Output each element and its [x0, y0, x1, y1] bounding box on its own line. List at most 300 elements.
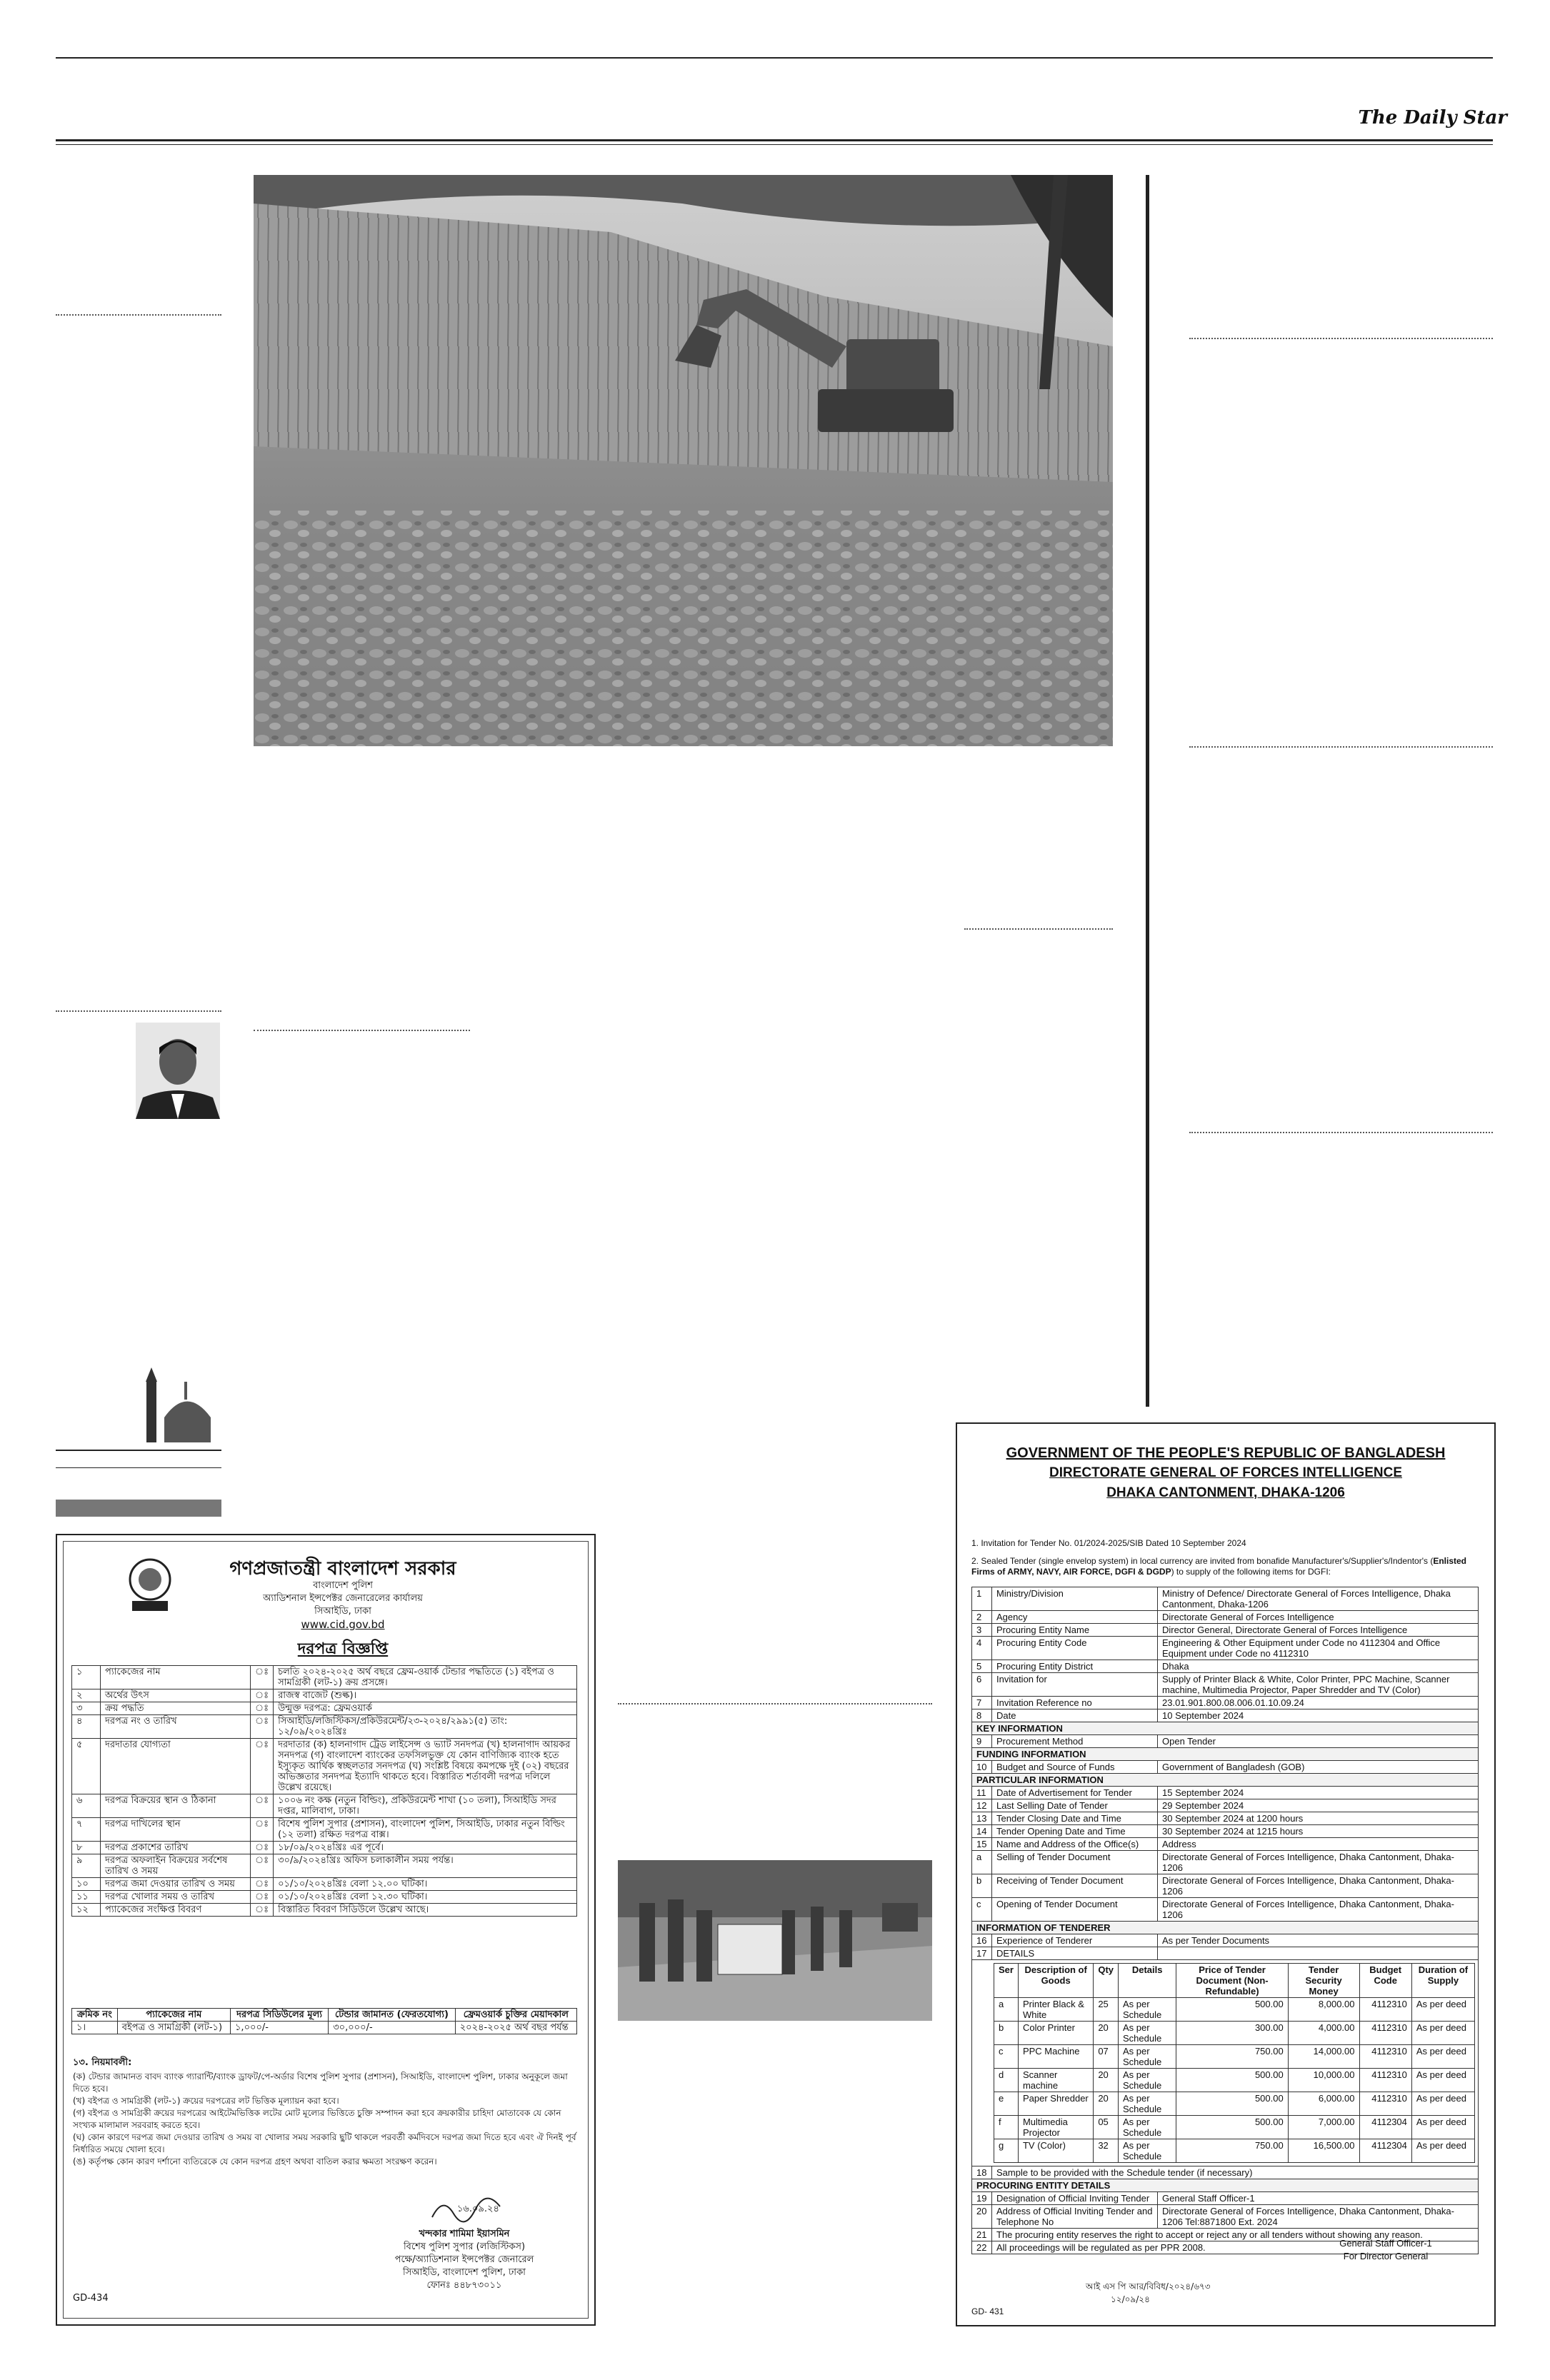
- table-row: [972, 1761, 1479, 1774]
- cid-package-table: [71, 2008, 577, 2034]
- goods-cell: Scanner machine: [1018, 2069, 1093, 2092]
- left-col-divider: [56, 1010, 221, 1012]
- goods-cell: e: [994, 2092, 1019, 2116]
- row-label: দরপত্র বিক্রয়ের স্থান ও ঠিকানা: [101, 1794, 251, 1818]
- goods-cell: 4,000.00: [1288, 2022, 1359, 2045]
- goods-cell: 8,000.00: [1288, 1998, 1359, 2022]
- row-label: Budget and Source of Funds: [992, 1761, 1158, 1774]
- goods-row: [994, 2069, 1475, 2092]
- cid-rules-heading: ১৩. নিয়মাবলী:: [73, 2057, 132, 2068]
- row-label: Selling of Tender Document: [992, 1851, 1158, 1874]
- row-label: All proceedings will be regulated as per PPR 2008.: [992, 2241, 1479, 2254]
- goods-cell: As per Schedule: [1119, 2045, 1176, 2069]
- table-row: [972, 1799, 1479, 1812]
- row-separator: ঃ: [251, 1891, 274, 1904]
- row-number: 12: [972, 1799, 992, 1812]
- package-column-header: দরপত্র সিডিউলের মূল্য: [231, 2009, 329, 2022]
- goods-cell: As per Schedule: [1119, 1998, 1176, 2022]
- row-separator: ঃ: [251, 1702, 274, 1715]
- row-label: Receiving of Tender Document: [992, 1874, 1158, 1898]
- row-number: ১১: [72, 1891, 101, 1904]
- rule-item: (ঙ) কর্তৃপক্ষ কোন কারণ দর্শানো ব্যতিরেকে যে কোন দরপত্র গ্রহণ অথবা বাতিল করার ক্ষমতা সংরক্ষণ করেন।: [73, 2156, 437, 2166]
- dgfi-title-2: DIRECTORATE GENERAL OF FORCES INTELLIGENCE: [1049, 1465, 1403, 1480]
- row-number: 3: [972, 1624, 992, 1637]
- goods-row: [994, 2139, 1475, 2163]
- row-label: দরপত্র খোলার সময় ও তারিখ: [101, 1891, 251, 1904]
- row-value: Dhaka: [1158, 1660, 1479, 1673]
- bangladesh-police-emblem: [125, 1557, 175, 1612]
- goods-column-header: Duration of Supply: [1411, 1964, 1474, 1998]
- goods-column-header: Qty: [1094, 1964, 1119, 1998]
- row-label: Address of Official Inviting Tender and Telephone No: [992, 2205, 1158, 2229]
- goods-cell: As per deed: [1411, 2069, 1474, 2092]
- row-separator: ঃ: [251, 1715, 274, 1739]
- dgfi-tender-notice: [956, 1422, 1496, 2326]
- row-label: Tender Opening Date and Time: [992, 1825, 1158, 1838]
- row-separator: ঃ: [251, 1904, 274, 1917]
- row-value: ৩০/৯/২০২৪খ্রিঃ অফিস চলাকালীন সময় পর্যন্ত।: [274, 1854, 577, 1878]
- goods-column-header: Tender Security Money: [1288, 1964, 1359, 1998]
- row-value: রাজস্ব বাজেট (শুল্ক)।: [274, 1689, 577, 1702]
- table-row: [972, 1947, 1479, 1960]
- row-value: 23.01.901.800.08.006.01.10.09.24: [1158, 1697, 1479, 1709]
- goods-row: [994, 1998, 1475, 2022]
- row-number: ৫: [72, 1739, 101, 1794]
- row-value: Directorate General of Forces Intelligence, Dhaka Cantonment, Dhaka-1206: [1158, 1851, 1479, 1874]
- row-number: b: [972, 1874, 992, 1898]
- section-label-bar: [56, 1500, 221, 1517]
- goods-cell: 20: [1094, 2069, 1119, 2092]
- row-number: 18: [972, 2166, 992, 2179]
- goods-cell: 16,500.00: [1288, 2139, 1359, 2163]
- table-row: [972, 1934, 1479, 1947]
- goods-cell: As per deed: [1411, 1998, 1474, 2022]
- table-row: [972, 1787, 1479, 1799]
- row-number: 6: [972, 1673, 992, 1697]
- table-row: [972, 1851, 1479, 1874]
- goods-cell: b: [994, 2022, 1019, 2045]
- table-row: [972, 1922, 1479, 1934]
- cid-notice-heading: দরপত্র বিজ্ঞপ্তি: [297, 1640, 389, 1658]
- goods-row: [994, 2045, 1475, 2069]
- table-row: [72, 1702, 577, 1715]
- goods-row: [994, 2092, 1475, 2116]
- table-row: [972, 1673, 1479, 1697]
- goods-cell: As per Schedule: [1119, 2092, 1176, 2116]
- rule-item: (ক) টেন্ডার জামানত বাবদ ব্যাংক গ্যারান্টি/ব্যাংক ড্রাফট/পে-অর্ডার বিশেষ পুলিশ সুপার (প্রশাসন), সিআইডি, বাংলাদেশ পুলিশ, ঢাকার অনুকূলে জমা দিতে হবে।: [73, 2072, 568, 2094]
- table-row: [972, 1709, 1479, 1722]
- goods-cell: As per deed: [1411, 2139, 1474, 2163]
- dgfi-para-1: 1. Invitation for Tender No. 01/2024-2025/SIB Dated 10 September 2024: [971, 1538, 1246, 1548]
- goods-row: [994, 2116, 1475, 2139]
- goods-cell: Printer Black & White: [1018, 1998, 1093, 2022]
- goods-cell: 6,000.00: [1288, 2092, 1359, 2116]
- package-column-header: টেন্ডার জামানত (ফেরতযোগ্য): [329, 2009, 456, 2022]
- row-label: প্যাকেজের নাম: [101, 1666, 251, 1689]
- row-label: Date: [992, 1709, 1158, 1722]
- goods-cell: 4112310: [1359, 2069, 1411, 2092]
- row-number: ৬: [72, 1794, 101, 1818]
- dgfi-para-2a: 2. Sealed Tender (single envelop system) in local currency are invited from bonafide Manufacturer's/Supplier's/Indentor's (: [971, 1556, 1434, 1566]
- hill-cutting-excavator-photo: [254, 175, 1113, 746]
- goods-cell: g: [994, 2139, 1019, 2163]
- cid-signer-title: বিশেষ পুলিশ সুপার (লজিস্টিকস): [403, 2241, 526, 2252]
- table-row: [972, 1611, 1479, 1624]
- row-value: Supply of Printer Black & White, Color Printer, PPC Machine, Scanner machine, Multimedia Projector, Paper Shredder and TV (Color): [1158, 1673, 1479, 1697]
- row-number: 4: [972, 1637, 992, 1660]
- dgfi-ispr-date: ১২/০৯/২৪: [1111, 2294, 1150, 2304]
- section-header: PROCURING ENTITY DETAILS: [972, 2179, 1479, 2192]
- row-separator: ঃ: [251, 1842, 274, 1854]
- package-cell: বইপত্র ও সামগ্রিকী (লট-১): [117, 2022, 230, 2034]
- row-number: 13: [972, 1812, 992, 1825]
- row-value: চলতি ২০২৪-২০২৫ অর্থ বছরে ফ্রেম-ওয়ার্ক টেন্ডার পদ্ধতিতে (১) বইপত্র ও সামগ্রিকী (লট-১) ক্রয় প্রসঙ্গে।: [274, 1666, 577, 1689]
- goods-column-header: Budget Code: [1359, 1964, 1411, 1998]
- cid-signer-phone: ফোনঃ ৪৪৮৭৩০১১: [426, 2280, 502, 2291]
- goods-cell: 500.00: [1176, 2116, 1288, 2139]
- row-value: Address: [1158, 1838, 1479, 1851]
- goods-cell: As per Schedule: [1119, 2069, 1176, 2092]
- row-value: Directorate General of Forces Intelligence, Dhaka Cantonment, Dhaka-1206: [1158, 1898, 1479, 1922]
- row-separator: ঃ: [251, 1794, 274, 1818]
- row-number: 22: [972, 2241, 992, 2254]
- mosque-icon: [143, 1367, 218, 1446]
- row-number: ৭: [72, 1818, 101, 1842]
- table-row: [972, 1587, 1479, 1611]
- row-value: 29 September 2024: [1158, 1799, 1479, 1812]
- table-row: [972, 1874, 1479, 1898]
- mid-col-divider: [618, 1703, 932, 1704]
- goods-cell: 750.00: [1176, 2139, 1288, 2163]
- row-number: 19: [972, 2192, 992, 2205]
- row-value: ১০০৬ নং কক্ষ (নতুন বিল্ডিং), প্রকিউরমেন্ট শাখা (১০ তলা), সিআইডি সদর দপ্তর, মালিবাগ, ঢাকা।: [274, 1794, 577, 1818]
- row-value: As per Tender Documents: [1158, 1934, 1479, 1947]
- row-label: Designation of Official Inviting Tender: [992, 2192, 1158, 2205]
- row-number: 15: [972, 1838, 992, 1851]
- table-row: [972, 2205, 1479, 2229]
- goods-cell: 4112304: [1359, 2116, 1411, 2139]
- table-row: [972, 1774, 1479, 1787]
- row-label: Procuring Entity Name: [992, 1624, 1158, 1637]
- row-number: 10: [972, 1761, 992, 1774]
- row-separator: ঃ: [251, 1818, 274, 1842]
- goods-cell: TV (Color): [1018, 2139, 1093, 2163]
- row-value: 30 September 2024 at 1200 hours: [1158, 1812, 1479, 1825]
- goods-cell: As per deed: [1411, 2022, 1474, 2045]
- row-value: 15 September 2024: [1158, 1787, 1479, 1799]
- goods-cell: 7,000.00: [1288, 2116, 1359, 2139]
- row-value: Ministry of Defence/ Directorate General of Forces Intelligence, Dhaka Cantonment, Dhaka-1206: [1158, 1587, 1479, 1611]
- table-row: [72, 1689, 577, 1702]
- row-value: ০১/১০/২০২৪খ্রিঃ বেলা ১২.০০ ঘটিকা।: [274, 1878, 577, 1891]
- table-row: [972, 1812, 1479, 1825]
- row-label: Sample to be provided with the Schedule tender (if necessary): [992, 2166, 1479, 2179]
- dgfi-para-2b: Enlisted Firms of ARMY, NAVY, AIR FORCE, DGFI & DGDP: [971, 1556, 1466, 1577]
- row-label: DETAILS: [992, 1947, 1158, 1960]
- goods-cell: 4112310: [1359, 2045, 1411, 2069]
- row-number: ৩: [72, 1702, 101, 1715]
- goods-cell: a: [994, 1998, 1019, 2022]
- row-value: Directorate General of Forces Intelligence, Dhaka Cantonment, Dhaka-1206: [1158, 1874, 1479, 1898]
- row-value: ০১/১০/২০২৪খ্রিঃ বেলা ১২.৩০ ঘটিকা।: [274, 1891, 577, 1904]
- row-value: [1158, 1947, 1479, 1960]
- header-rule-thin: [56, 144, 1493, 145]
- row-value: ১৮/০৯/২০২৪খ্রিঃ এর পূর্বে।: [274, 1842, 577, 1854]
- goods-cell: As per Schedule: [1119, 2139, 1176, 2163]
- row-label: প্যাকেজের সংক্ষিপ্ত বিবরণ: [101, 1904, 251, 1917]
- table-row: [972, 1735, 1479, 1748]
- row-value: দরদাতার (ক) হালনাগাদ ট্রেড লাইসেন্স ও ভ্যাট সনদপত্র (খ) হালনাগাদ আয়কর সনদপত্র (গ) বাংলাদেশ ব্যাংকের তফসিলভুক্ত যে কোন বাণিজ্যিক ব্যাংক হতে ইস্যুকৃত আর্থিক স্বচ্ছলতার সনদপত্র (ঘ) সংশ্লিষ্ট বিষয়ে কমপক্ষে দুই (০২) বছরের অভিজ্ঞতার সনদপত্র ইত্যাদি থাকতে হবে। বিস্তারিত শর্তাবলী দরপত্র দলিলে উল্লেখ রয়েছে।: [274, 1739, 577, 1794]
- row-value: বিস্তারিত বিবরণ সিডিউলে উল্লেখ আছে।: [274, 1904, 577, 1917]
- row-number: ২: [72, 1689, 101, 1702]
- row-label: দরপত্র নং ও তারিখ: [101, 1715, 251, 1739]
- items-cell: [972, 1960, 1479, 2166]
- goods-cell: 07: [1094, 2045, 1119, 2069]
- goods-row: [994, 2022, 1475, 2045]
- table-row: [972, 2166, 1479, 2179]
- cid-line2: অ্যাডিশনাল ইন্সপেক্টর জেনারেলের কার্যালয়: [263, 1593, 423, 1604]
- table-row: [972, 1697, 1479, 1709]
- package-cell: ১,০০০/-: [231, 2022, 329, 2034]
- table-row: [972, 1898, 1479, 1922]
- dgfi-title-3: DHAKA CANTONMENT, DHAKA-1206: [1106, 1485, 1345, 1500]
- goods-cell: 4112304: [1359, 2139, 1411, 2163]
- left-col-divider: [56, 314, 221, 316]
- goods-cell: Color Printer: [1018, 2022, 1093, 2045]
- row-label: Procuring Entity Code: [992, 1637, 1158, 1660]
- row-label: Name and Address of the Office(s): [992, 1838, 1158, 1851]
- cid-signer-name: খন্দকার শামিমা ইয়াসমিন: [419, 2229, 510, 2239]
- cid-website: www.cid.gov.bd: [301, 1618, 385, 1631]
- top-rule: [56, 57, 1493, 59]
- row-number: ৯: [72, 1854, 101, 1878]
- goods-cell: 500.00: [1176, 2092, 1288, 2116]
- goods-cell: c: [994, 2045, 1019, 2069]
- table-row: [72, 1842, 577, 1854]
- table-row: [72, 1739, 577, 1794]
- goods-cell: Multimedia Projector: [1018, 2116, 1093, 2139]
- section-rule-thin: [56, 1467, 221, 1468]
- row-label: Ministry/Division: [992, 1587, 1158, 1611]
- row-label: দরপত্র জমা দেওয়ার তারিখ ও সময়: [101, 1878, 251, 1891]
- rule-item: (ঘ) কোন কারণে দরপত্র জমা দেওয়ার তারিখ ও সময় বা খোলার সময় সরকারি ছুটি থাকলে পরবর্তী কর্মদিবসে দরপত্র জমা দিতে হবে এবং ঐ দিনই পূর্ব নির্ধারিত সময়ে খোলা হবে।: [73, 2132, 576, 2154]
- dgfi-signoff-1: General Staff Officer-1: [1339, 2238, 1432, 2249]
- package-column-header: ফ্রেমওয়ার্ক চুক্তির মেয়াদকাল: [455, 2009, 576, 2022]
- table-row: [972, 1825, 1479, 1838]
- row-label: দরপত্র দাখিলের স্থান: [101, 1818, 251, 1842]
- table-row: [72, 1878, 577, 1891]
- row-number: 7: [972, 1697, 992, 1709]
- goods-cell: Paper Shredder: [1018, 2092, 1093, 2116]
- goods-cell: As per Schedule: [1119, 2116, 1176, 2139]
- goods-cell: 32: [1094, 2139, 1119, 2163]
- row-value: Government of Bangladesh (GOB): [1158, 1761, 1479, 1774]
- section-header: KEY INFORMATION: [972, 1722, 1479, 1735]
- row-number: 16: [972, 1934, 992, 1947]
- cid-line3: সিআইডি, ঢাকা: [314, 1606, 371, 1617]
- row-label: Date of Advertisement for Tender: [992, 1787, 1158, 1799]
- dgfi-signoff-2: For Director General: [1343, 2251, 1429, 2261]
- row-number: 21: [972, 2229, 992, 2241]
- goods-table: [994, 1963, 1475, 2163]
- package-cell: ১।: [72, 2022, 118, 2034]
- goods-cell: As per Schedule: [1119, 2022, 1176, 2045]
- row-separator: ঃ: [251, 1666, 274, 1689]
- cid-rules-list: [73, 2071, 579, 2168]
- dgfi-ispr-ref: আই এস পি আর/বিবিধ/২০২৪/৬৭৩: [1086, 2281, 1211, 2291]
- row-separator: ঃ: [251, 1878, 274, 1891]
- goods-cell: d: [994, 2069, 1019, 2092]
- table-row: [72, 1666, 577, 1689]
- row-value: Directorate General of Forces Intelligence: [1158, 1611, 1479, 1624]
- masthead-logo: The Daily Star: [1358, 107, 1507, 129]
- goods-column-header: Details: [1119, 1964, 1176, 1998]
- goods-cell: 4112310: [1359, 2022, 1411, 2045]
- row-label: Procuring Entity District: [992, 1660, 1158, 1673]
- goods-cell: 20: [1094, 2092, 1119, 2116]
- row-label: দরপত্র প্রকাশের তারিখ: [101, 1842, 251, 1854]
- goods-cell: 4112310: [1359, 2092, 1411, 2116]
- goods-cell: 4112310: [1359, 1998, 1411, 2022]
- goods-cell: PPC Machine: [1018, 2045, 1093, 2069]
- goods-cell: 750.00: [1176, 2045, 1288, 2069]
- row-value: Engineering & Other Equipment under Code no 4112304 and Office Equipment under Code no 4112310: [1158, 1637, 1479, 1660]
- row-value: বিশেষ পুলিশ সুপার (প্রশাসন), বাংলাদেশ পুলিশ, সিআইডি, ঢাকার নতুন বিল্ডিং (১২ তলা) রক্ষিত দরপত্র বাক্স।: [274, 1818, 577, 1842]
- row-number: 20: [972, 2205, 992, 2229]
- table-row: [972, 2179, 1479, 2192]
- row-number: ১: [72, 1666, 101, 1689]
- cid-line1: বাংলাদেশ পুলিশ: [313, 1580, 373, 1591]
- row-number: 8: [972, 1709, 992, 1722]
- row-label: Experience of Tenderer: [992, 1934, 1158, 1947]
- rule-item: (খ) বইপত্র ও সামগ্রিকী (লট-১) ক্রয়ের দরপত্রের লট ভিত্তিক মূল্যায়ন করা হবে।: [73, 2096, 339, 2106]
- dgfi-title-1: GOVERNMENT OF THE PEOPLE'S REPUBLIC OF BANGLADESH: [1006, 1445, 1446, 1461]
- goods-column-header: Price of Tender Document (Non-Refundable): [1176, 1964, 1288, 1998]
- right-col-divider: [1189, 1132, 1493, 1133]
- table-row: [972, 1748, 1479, 1761]
- table-row: [972, 1838, 1479, 1851]
- row-separator: ঃ: [251, 1739, 274, 1794]
- dgfi-info-table: [971, 1587, 1479, 2254]
- goods-cell: 10,000.00: [1288, 2069, 1359, 2092]
- cid-ref-code: GD-434: [73, 2293, 109, 2304]
- table-row: [72, 1904, 577, 1917]
- human-chain-protest-photo: [618, 1860, 932, 2021]
- column-divider: [1146, 175, 1149, 1407]
- goods-cell: 05: [1094, 2116, 1119, 2139]
- goods-cell: 500.00: [1176, 2069, 1288, 2092]
- row-value: 10 September 2024: [1158, 1709, 1479, 1722]
- mid-divider: [254, 1030, 470, 1031]
- table-row: [972, 1660, 1479, 1673]
- section-header: INFORMATION OF TENDERER: [972, 1922, 1479, 1934]
- row-number: 14: [972, 1825, 992, 1838]
- row-label: Invitation Reference no: [992, 1697, 1158, 1709]
- row-label: Opening of Tender Document: [992, 1898, 1158, 1922]
- goods-cell: f: [994, 2116, 1019, 2139]
- goods-cell: As per deed: [1411, 2045, 1474, 2069]
- right-col-divider: [1189, 746, 1493, 748]
- mid-divider: [964, 928, 1113, 930]
- row-label: Tender Closing Date and Time: [992, 1812, 1158, 1825]
- package-cell: ২০২৪-২০২৫ অর্থ বছর পর্যন্ত: [455, 2022, 576, 2034]
- dgfi-para-2: [971, 1556, 1479, 1577]
- row-label: Invitation for: [992, 1673, 1158, 1697]
- row-label: Procurement Method: [992, 1735, 1158, 1748]
- cid-signer-office: পক্ষে/অ্যাডিশনাল ইন্সপেক্টর জেনারেল: [394, 2254, 534, 2265]
- row-number: 9: [972, 1735, 992, 1748]
- row-value: 30 September 2024 at 1215 hours: [1158, 1825, 1479, 1838]
- row-number: ১০: [72, 1878, 101, 1891]
- row-label: Agency: [992, 1611, 1158, 1624]
- right-col-divider: [1189, 338, 1493, 339]
- goods-cell: 300.00: [1176, 2022, 1288, 2045]
- row-label: ক্রয় পদ্ধতি: [101, 1702, 251, 1715]
- package-column-header: প্যাকেজের নাম: [117, 2009, 230, 2022]
- row-label: দরদাতার যোগ্যতা: [101, 1739, 251, 1794]
- goods-cell: As per deed: [1411, 2092, 1474, 2116]
- row-separator: ঃ: [251, 1854, 274, 1878]
- table-row: [972, 1624, 1479, 1637]
- row-label: অর্থের উৎস: [101, 1689, 251, 1702]
- goods-cell: 14,000.00: [1288, 2045, 1359, 2069]
- cid-tender-notice: [56, 1534, 596, 2326]
- rule-item: (গ) বইপত্র ও সামগ্রিকী ক্রয়ের দরপত্রের আইটেমভিত্তিক লটের মোট মূল্যের ভিত্তিতে চুক্তি সম্পাদন করা হবে ক্রয়কারীর চাহিদা মোতাবেক যে কোন সংখ্যক মালামাল সরবরাহ করতে হবে।: [73, 2108, 561, 2130]
- goods-column-header: Description of Goods: [1018, 1964, 1093, 1998]
- row-number: 11: [972, 1787, 992, 1799]
- cid-signer-org: সিআইডি, বাংলাদেশ পুলিশ, ঢাকা: [403, 2267, 526, 2278]
- table-row: [972, 1637, 1479, 1660]
- package-cell: ৩০,০০০/-: [329, 2022, 456, 2034]
- cid-gov-title: গণপ্রজাতন্ত্রী বাংলাদেশ সরকার: [229, 1558, 456, 1580]
- row-number: ৮: [72, 1842, 101, 1854]
- goods-column-header: Ser: [994, 1964, 1019, 1998]
- dgfi-ref-code: GD- 431: [971, 2306, 1004, 2316]
- row-number: 1: [972, 1587, 992, 1611]
- row-number: ৪: [72, 1715, 101, 1739]
- table-row: [72, 1715, 577, 1739]
- table-row: [972, 2192, 1479, 2205]
- row-value: Director General, Directorate General of Forces Intelligence: [1158, 1624, 1479, 1637]
- table-row: [72, 1818, 577, 1842]
- row-value: Open Tender: [1158, 1735, 1479, 1748]
- row-number: a: [972, 1851, 992, 1874]
- row-label: দরপত্র অফলাইন বিক্রয়ের সর্বশেষ তারিখ ও সময়: [101, 1854, 251, 1878]
- section-rule: [56, 1450, 221, 1451]
- goods-cell: 25: [1094, 1998, 1119, 2022]
- columnist-portrait: [136, 1023, 220, 1119]
- row-label: Last Selling Date of Tender: [992, 1799, 1158, 1812]
- cid-sign-date: ১৬.০৯.২৪: [457, 2204, 499, 2214]
- table-row: [972, 1722, 1479, 1735]
- row-value: General Staff Officer-1: [1158, 2192, 1479, 2205]
- row-number: 2: [972, 1611, 992, 1624]
- table-row: [72, 1854, 577, 1878]
- package-column-header: ক্রমিক নং: [72, 2009, 118, 2022]
- row-value: Directorate General of Forces Intelligence, Dhaka Cantonment, Dhaka-1206 Tel:8871800 Ext. 2024: [1158, 2205, 1479, 2229]
- items-row: [972, 1960, 1479, 2166]
- table-row: [72, 1891, 577, 1904]
- goods-cell: 20: [1094, 2022, 1119, 2045]
- header-rule: [56, 139, 1493, 141]
- row-number: 5: [972, 1660, 992, 1673]
- section-header: FUNDING INFORMATION: [972, 1748, 1479, 1761]
- row-number: ১২: [72, 1904, 101, 1917]
- table-row: [72, 1794, 577, 1818]
- dgfi-para-2c: ) to supply of the following items for DGFI:: [1171, 1567, 1331, 1577]
- goods-cell: As per deed: [1411, 2116, 1474, 2139]
- row-value: সিআইডি/লজিস্টিকস/প্রকিউরমেন্ট/২৩-২০২৪/২৯৯১(৫) তাং: ১২/০৯/২০২৪খ্রিঃ: [274, 1715, 577, 1739]
